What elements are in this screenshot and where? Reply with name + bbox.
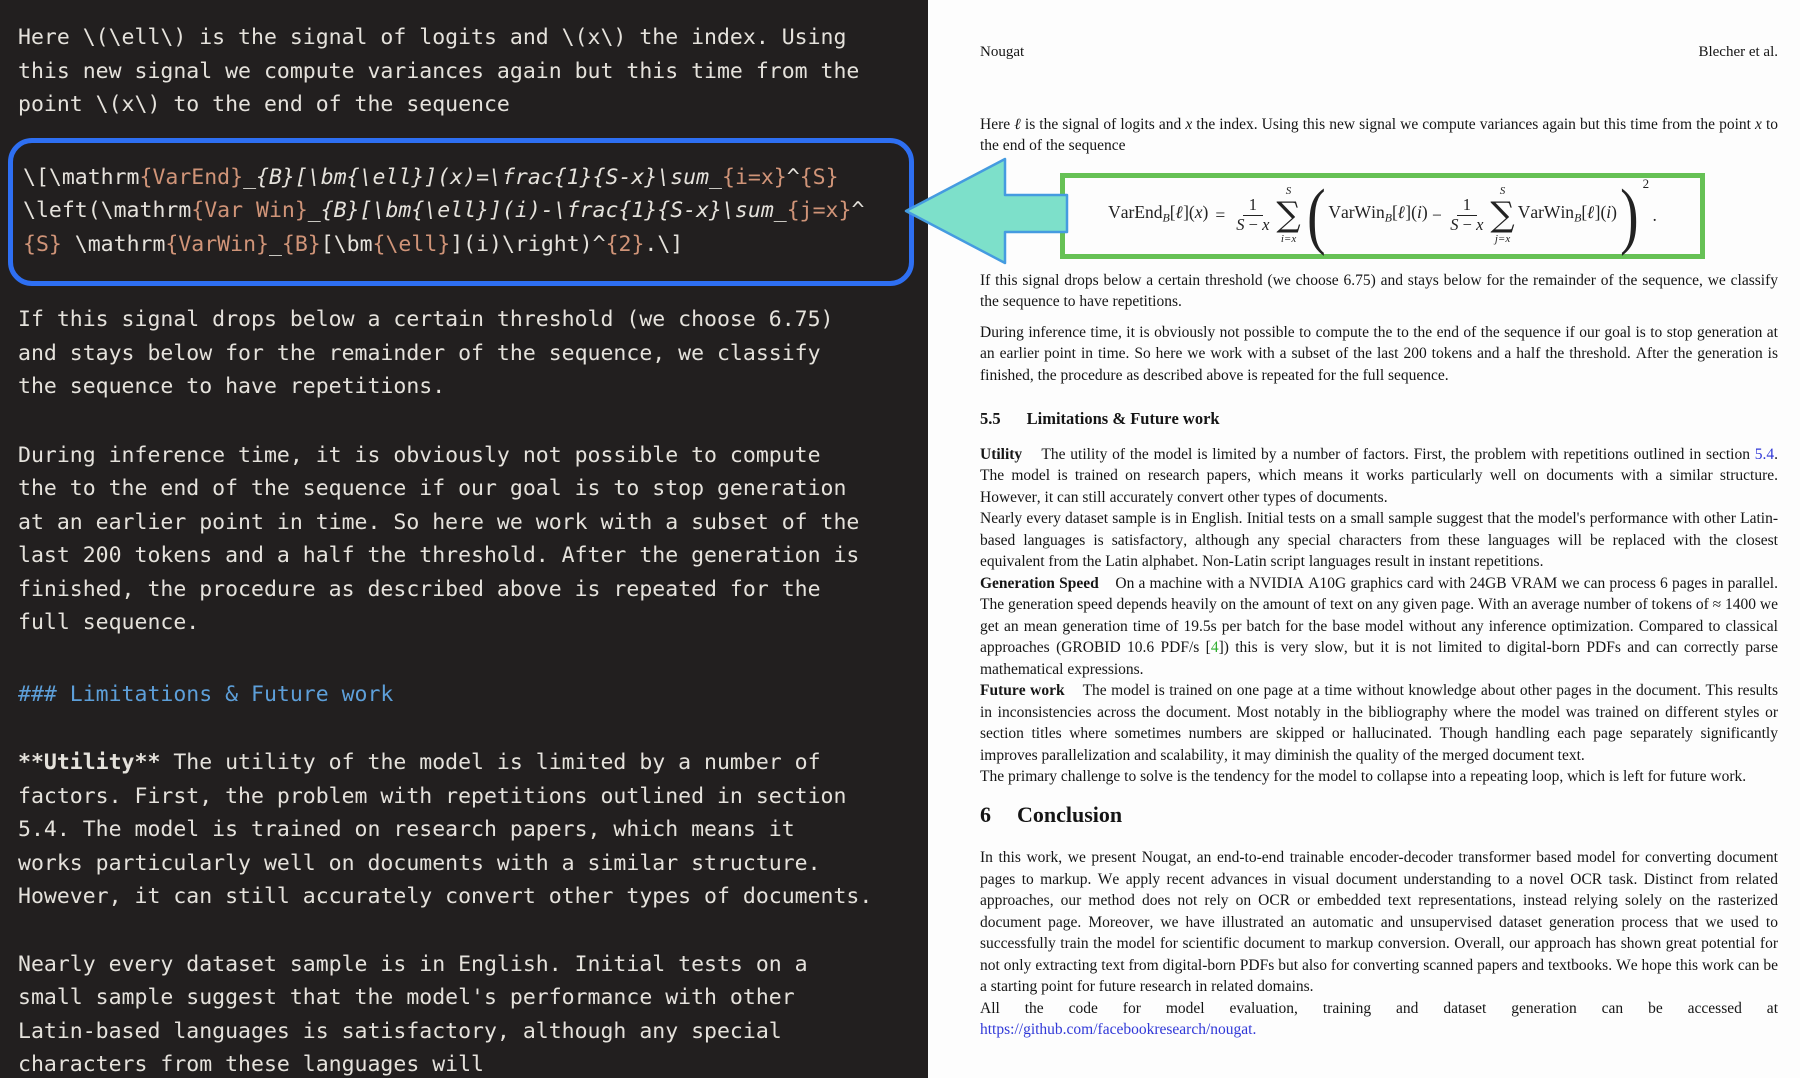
text-line (18, 813, 928, 847)
text-line (18, 21, 928, 55)
text-segment: works particularly well on documents with a similar structure. (18, 850, 821, 876)
text-segment: Nearly every dataset sample is in English. Initial tests on a small sample suggest that the model's performance with other Latin-based languages is satisfactory, although any special characters from these languages will be replaced with the closest equivalent from the Latin alphabet. Non-Latin script languages result in instant repetitions. (980, 510, 1778, 570)
text-segment: ]( (1405, 201, 1417, 222)
text-segment: B (1574, 210, 1582, 225)
running-header-title: Nougat (980, 44, 1025, 60)
text-segment: B (1384, 210, 1392, 225)
text-segment: VarEnd (1108, 201, 1163, 222)
summation-2-upper: S (1499, 185, 1506, 198)
paper-paragraph-code-link (980, 998, 1778, 1041)
right-paren-group (1617, 176, 1648, 256)
text-segment: All the code for model evaluation, training and dataset generation can be accessed at (980, 999, 1778, 1017)
citation-4-link[interactable]: 4 (1210, 639, 1219, 656)
text-segment: − (1244, 215, 1263, 234)
text-segment: ]( (1183, 201, 1195, 222)
text-segment: Future work (980, 682, 1065, 699)
equation-lhs (1108, 202, 1208, 229)
text-line (18, 439, 928, 473)
text-segment: The primary challenge to solve is the tendency for the model to collapse into a repeating loop, which is left for future work. (980, 768, 1747, 785)
section-number: 5.5 (980, 409, 1001, 428)
markdown-heading-limitations (18, 678, 928, 712)
summation-2-lower: j=x (1494, 232, 1511, 245)
text-line (18, 303, 928, 337)
sigma-icon: ∑ (1490, 195, 1515, 236)
text-line (18, 880, 928, 914)
section-title: Conclusion (1017, 801, 1123, 827)
paper-paragraph-generation-speed (980, 573, 1778, 681)
text-segment: finished, the procedure as described above is repeated for the (18, 576, 821, 602)
text-segment: \left(\mathrm (23, 198, 192, 223)
text-line (18, 847, 928, 881)
text-segment: During inference time, it is obviously not possible to compute the to the end of the sequence if our goal is to stop generation at an earlier point in time. So here we work with a subset of the last 200 tokens and a half the threshold. After the generation is finished, the procedure as described above is repeated for the full sequence. (980, 323, 1778, 384)
text-segment: Here (980, 115, 1015, 133)
text-segment: x (1476, 215, 1484, 234)
text-segment: is the signal of logits and (1020, 115, 1186, 133)
text-segment: .\] (644, 231, 684, 257)
paper-paragraph-inference (980, 322, 1778, 387)
text-segment: ℓ (1014, 115, 1021, 133)
varwin-term-2 (1518, 202, 1617, 229)
equals-sign: = (1215, 204, 1226, 225)
text-line (18, 746, 928, 780)
text-segment: \[\mathrm (23, 164, 140, 190)
fraction-2-numerator: 1 (1457, 196, 1477, 216)
text-segment: {\ell} (372, 231, 451, 257)
text-segment: last 200 tokens and a half the threshold. After the generation is (18, 543, 860, 568)
comparison-arrow-icon (903, 155, 1073, 267)
text-segment: _{B}[\bm{\ell}](i)-\frac{1}{S-x}\sum_ (307, 198, 787, 223)
text-segment: ^ (851, 198, 865, 223)
text-line (18, 1048, 928, 1078)
text-segment: Utility (980, 445, 1023, 463)
fraction-1-numerator: 1 (1243, 196, 1263, 216)
text-segment: ) (1421, 201, 1428, 222)
text-line (18, 506, 928, 540)
text-segment: Generation Speed (980, 574, 1099, 592)
text-segment: − (1458, 215, 1477, 234)
equation-period: . (1648, 204, 1657, 225)
text-segment: {B} (281, 231, 321, 257)
text-segment: point \(x\) to the end of the sequence (18, 92, 510, 117)
paper-paragraph-languages (980, 508, 1778, 573)
section-heading-6 (980, 801, 1778, 827)
text-line (18, 678, 928, 712)
text-segment: to the end of the sequence (980, 115, 1779, 154)
markdown-paragraph-inference (18, 439, 928, 640)
right-paren: ) (1620, 174, 1639, 257)
text-segment: Latin-based languages is satisfactory, although any special (18, 1018, 782, 1044)
exponent: 2 (1642, 175, 1650, 191)
text-line (23, 194, 903, 228)
text-segment: . The model is trained on research papers, which means it works particularly well on documents with a similar structure. However, it can still accurately convert other types of documents. (980, 445, 1778, 506)
text-line (18, 981, 928, 1015)
fraction-1 (1236, 196, 1269, 235)
section-5-4-link[interactable]: 5.4 (1754, 445, 1775, 463)
text-line (23, 161, 903, 195)
text-segment: The utility of the model is limited by a number of (160, 750, 821, 775)
text-line (18, 948, 928, 982)
text-segment: Here \(\ell\) is the signal of logits and \(x\) the index. Using (18, 25, 847, 50)
paper-paragraph-future-work (980, 680, 1778, 766)
text-segment: However, it can still accurately convert other types of documents. (18, 884, 873, 909)
left-paren: ( (1306, 174, 1326, 257)
text-segment: VarWin (1328, 201, 1385, 222)
text-segment: {VarWin} (165, 231, 269, 257)
text-segment: S (1450, 215, 1459, 234)
text-line (18, 472, 928, 506)
markdown-paragraph-threshold (18, 303, 928, 404)
text-segment: [ (1391, 201, 1398, 222)
text-segment: **Utility** (18, 750, 161, 775)
text-segment: ### Limitations & Future work (18, 681, 394, 707)
section-title: Limitations & Future work (1026, 409, 1220, 428)
text-segment: If this signal drops below a certain threshold (we choose 6.75) and stays below for the remainder of the sequence, we classify the sequence to have repetitions. (980, 271, 1778, 310)
text-line (23, 228, 903, 262)
formula-highlight-box (1060, 173, 1705, 259)
text-segment: this new signal we compute variances again but this time from the (18, 58, 860, 84)
page-running-header (980, 42, 1778, 64)
text-segment: ℓ (1175, 201, 1184, 222)
text-segment: at an earlier point in time. So here we work with a subset of the (18, 509, 860, 535)
fraction-2-denominator (1450, 216, 1483, 235)
text-segment: The utility of the model is limited by a number of factors. First, the problem with repetitions outlined in section (1022, 445, 1755, 463)
text-segment: ) (1611, 201, 1617, 222)
text-segment: {j=x} (786, 198, 852, 223)
text-segment: _ (243, 164, 257, 190)
text-segment: {S} (23, 231, 62, 257)
summation-1 (1276, 184, 1300, 246)
paper-paragraph-utility (980, 444, 1778, 509)
text-segment: x (1194, 201, 1203, 222)
text-segment: The model is trained on one page at a time without knowledge about other pages in the document. This results in inconsistencies across the document. Most notably in the bibliography where the model was trained on different styles or section titles where sometimes numbers are skipped or hallucinated. Though handling each page separately significantly improves parallelization and scalability, it may diminish the quality of the merged document text. (980, 682, 1778, 764)
text-segment: In this work, we present Nougat, an end-to-end trainable encoder-decoder transformer based model for converting document pages to markup. We apply recent advances in visual document understanding to a novel OCR task. Distinct from related approaches, our method does not rely on OCR or embedded text representations, instead relying solely on the rasterized document page. Moreover, we have illustrated an automatic and unsupervised dataset generation process that we used to successfully train the model for scientific document to markup conversion. Overall, our approach has shown great potential for not only extracting text from digital-born PDFs but also for converting scanned papers and textbooks. We hope this work can be a starting point for future research in related domains. (980, 849, 1778, 995)
text-segment: _ (268, 231, 282, 257)
text-segment: During inference time, it is obviously not possible to compute (18, 442, 821, 468)
summation-1-upper: S (1285, 185, 1292, 198)
sigma-icon: ∑ (1276, 195, 1301, 236)
text-segment: [ (1581, 201, 1588, 222)
text-segment: S (1236, 215, 1245, 234)
text-segment: ℓ (1587, 201, 1595, 222)
text-segment: ]( (1594, 201, 1607, 222)
fraction-2 (1450, 196, 1483, 235)
text-line (18, 370, 928, 404)
text-segment: ) (1202, 201, 1209, 222)
text-segment: factors. First, the problem with repetitions outlined in section (18, 783, 847, 809)
github-repo-link[interactable]: . (1252, 1021, 1257, 1038)
text-segment: \mathrm (61, 231, 166, 257)
text-segment: ]) this is very slow, but it is not limited to digital-born PDFs and can correctly parse mathematical expressions. (980, 639, 1778, 678)
section-number: 6 (980, 801, 991, 827)
text-segment: B (1162, 210, 1170, 225)
text-segment: [ (1169, 201, 1176, 222)
text-segment: {2} (605, 231, 645, 257)
text-segment: ](i)\right)^ (450, 231, 606, 257)
minus-sign: − (1427, 204, 1447, 225)
text-segment: x (1185, 115, 1193, 133)
text-line (18, 55, 928, 89)
text-segment: the sequence to have repetitions. (18, 374, 446, 399)
text-segment: 5.4. The model is trained on research papers, which means it (18, 817, 795, 842)
text-line (18, 88, 928, 122)
text-line (18, 539, 928, 573)
text-segment: i (1606, 201, 1612, 222)
latex-equation-highlight-box (8, 138, 914, 287)
text-segment: On a machine with a NVIDIA A10G graphics card with 24GB VRAM we can process 6 pages in parallel. The generation speed depends heavily on the amount of text on any given page. With an average number of tokens of ≈ 1400 we get an mean generation time of 19.5s per batch for the base model without any inference optimization. Compared to classical approaches (GROBID 10.6 PDF/s [ (980, 574, 1778, 656)
text-line (18, 573, 928, 607)
text-segment: full sequence. (18, 610, 200, 635)
text-segment: Nearly every dataset sample is in English. Initial tests on a (18, 951, 808, 977)
paper-paragraph-threshold (980, 270, 1778, 313)
text-segment: small sample suggest that the model's performance with other (18, 985, 795, 1010)
summation-2 (1490, 184, 1514, 246)
text-line (18, 780, 928, 814)
github-repo-link[interactable]: https://github.com/facebookresearch/nougat (980, 1021, 1253, 1038)
paper-paragraph-intro (980, 114, 1778, 157)
text-segment: the to the end of the sequence if our goal is to stop generation (18, 476, 847, 501)
text-segment: {B}[\bm{\ell}](x)=\frac{1}{S-x}\sum_ (256, 164, 723, 190)
text-segment: and stays below for the remainder of the sequence, we classify (18, 340, 821, 366)
text-segment: x (1262, 215, 1270, 234)
text-line (18, 337, 928, 371)
markdown-paragraph-languages (18, 948, 928, 1078)
text-segment: If this signal drops below a certain threshold (we choose 6.75) (18, 307, 834, 332)
markdown-paragraph-intro (18, 21, 928, 122)
section-heading-5-5 (980, 408, 1778, 430)
paper-paragraph-primary-challenge (980, 766, 1778, 788)
fraction-1-denominator (1236, 216, 1269, 235)
text-segment: ℓ (1397, 201, 1406, 222)
markdown-paragraph-utility (18, 746, 928, 914)
text-segment: [\bm (320, 231, 373, 257)
text-segment: {S} (799, 164, 839, 190)
text-segment: characters from these languages will (18, 1052, 484, 1077)
text-segment: ^ (786, 164, 800, 190)
paper-paragraph-conclusion (980, 847, 1778, 998)
text-segment: {i=x} (722, 164, 787, 190)
text-segment: the index. Using this new signal we compute variances again but this time from the point (1192, 115, 1755, 133)
varwin-term-1 (1328, 202, 1427, 229)
text-line (18, 1015, 928, 1049)
text-segment: x (1755, 115, 1762, 133)
text-segment: {Var Win} (191, 198, 308, 223)
text-segment: i (1416, 201, 1422, 222)
rendered-equation (1108, 176, 1657, 256)
text-segment: VarWin (1517, 201, 1575, 222)
summation-1-lower: i=x (1280, 232, 1297, 245)
text-segment: {VarEnd} (139, 164, 244, 190)
text-line (18, 606, 928, 640)
running-header-authors: Blecher et al. (1698, 44, 1778, 60)
